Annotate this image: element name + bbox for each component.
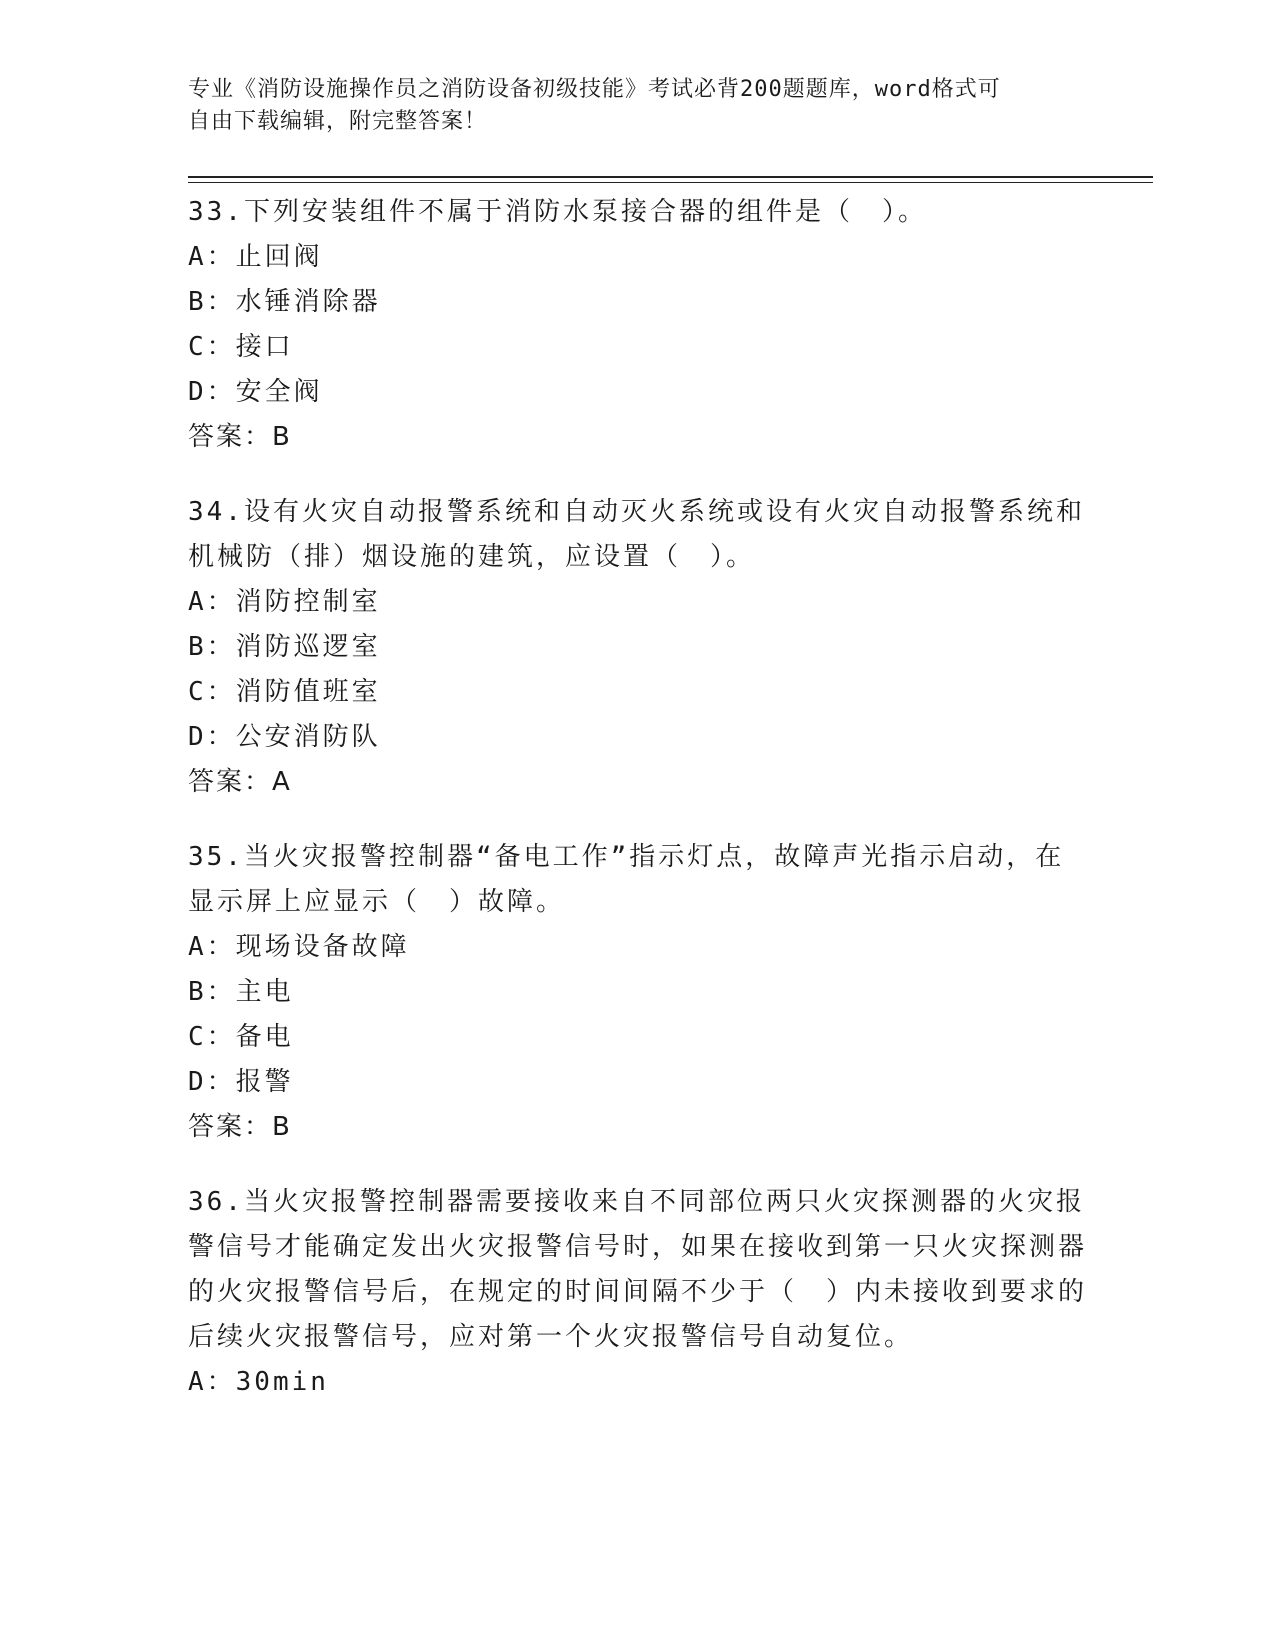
option-a: A：止回阀 xyxy=(188,242,323,272)
question-stem: 36.当火灾报警控制器需要接收来自不同部位两只火灾探测器的火灾报警信号才能确定发出火灾报警信号时，如果在接收到第一只火灾探测器的火灾报警信号后，在规定的时间间隔不少于（ ）内未接收到要求的后续火灾报警信号，应对第一个火灾报警信号自动复位。 xyxy=(188,1187,1088,1352)
question-35 xyxy=(188,835,1088,1150)
question-stem: 33.下列安装组件不属于消防水泵接合器的组件是（ ）。 xyxy=(188,197,927,227)
header-divider-thick xyxy=(188,176,1153,178)
option-b: B：消防巡逻室 xyxy=(188,632,381,662)
question-stem: 35.当火灾报警控制器“备电工作”指示灯点，故障声光指示启动，在显示屏上应显示（ ）故障。 xyxy=(188,842,1065,917)
option-c: C：接口 xyxy=(188,332,294,362)
header-line-2: 自由下载编辑，附完整答案！ xyxy=(188,109,488,134)
option-a: A：30min xyxy=(188,1367,329,1397)
header-divider-thin xyxy=(188,182,1153,183)
option-b: B：主电 xyxy=(188,977,294,1007)
document-header xyxy=(188,74,1088,138)
option-d: D：安全阀 xyxy=(188,377,323,407)
question-stem: 34.设有火灾自动报警系统和自动灭火系统或设有火灾自动报警系统和机械防（排）烟设施的建筑，应设置（ ）。 xyxy=(188,497,1085,572)
option-c: C：备电 xyxy=(188,1022,294,1052)
option-a: A：消防控制室 xyxy=(188,587,381,617)
question-34 xyxy=(188,490,1088,805)
option-d: D：公安消防队 xyxy=(188,722,381,752)
question-list xyxy=(188,190,1088,1435)
question-36 xyxy=(188,1180,1088,1405)
option-b: B：水锤消除器 xyxy=(188,287,381,317)
option-a: A：现场设备故障 xyxy=(188,932,410,962)
header-line-1: 专业《消防设施操作员之消防设备初级技能》考试必背200题题库，word格式可 xyxy=(188,77,1001,102)
answer-line: 答案：A xyxy=(188,767,292,797)
answer-line: 答案：B xyxy=(188,422,292,452)
answer-line: 答案：B xyxy=(188,1112,292,1142)
question-33 xyxy=(188,190,1088,460)
option-d: D：报警 xyxy=(188,1067,294,1097)
option-c: C：消防值班室 xyxy=(188,677,381,707)
